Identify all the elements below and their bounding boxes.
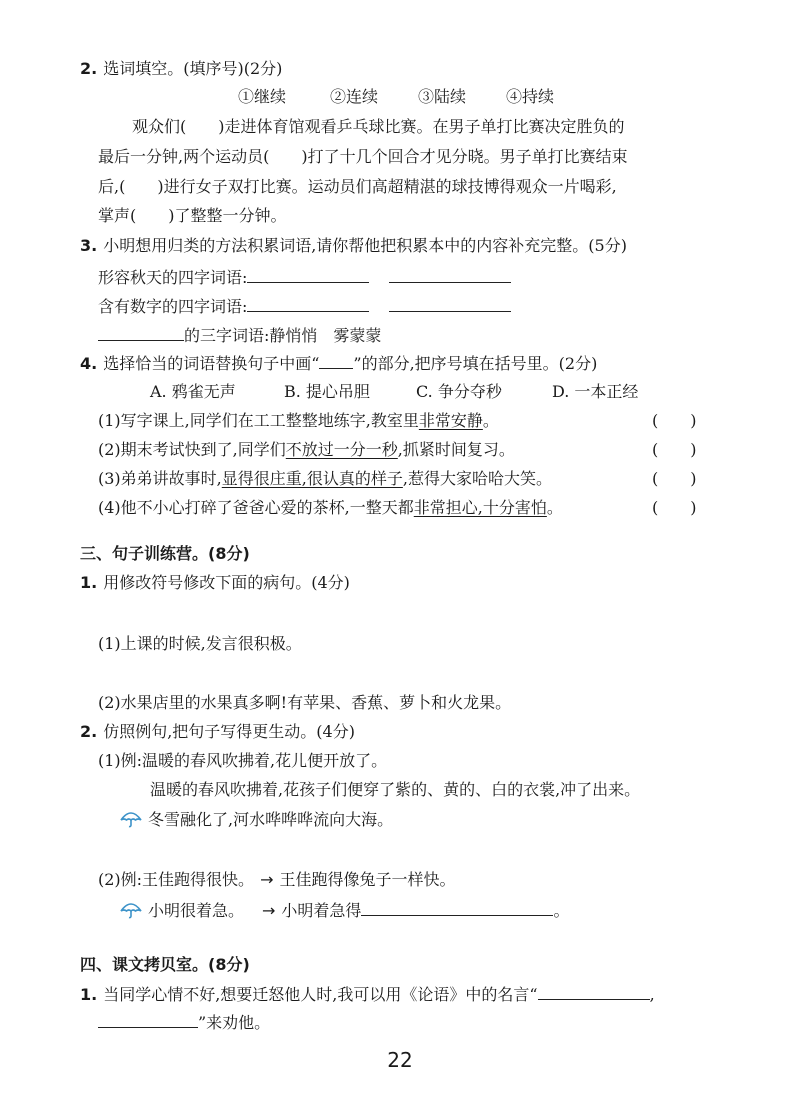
sec3-q1-heading: 1. 用修改符号修改下面的病句。(4分): [80, 573, 350, 592]
sec4-q1: 1. 当同学心情不好,想要迁怒他人时,我可以用《论语》中的名言“ ,: [80, 985, 655, 1004]
page-number: 22: [387, 1048, 413, 1072]
q3-line-three-char: 的三字词语:静悄悄 雾蒙蒙: [98, 324, 381, 347]
answer-blank[interactable]: [538, 983, 650, 1000]
q4-item: (1)写字课上,同学们在工工整整地练字,教室里非常安静。: [98, 411, 499, 430]
answer-parens[interactable]: ( ): [652, 440, 697, 459]
section-title: 三、句子训练营。(8分): [80, 544, 250, 563]
q2-heading: 2. 选词填空。(填序号)(2分): [80, 59, 283, 78]
q2-passage-line: 观众们( )走进体育馆观看乒乓球比赛。在男子单打比赛决定胜负的: [132, 117, 625, 136]
underline-sample: [319, 352, 353, 369]
q4-heading: 4. 选择恰当的词语替换句子中画“ ”的部分,把序号填在括号里。(2分): [80, 354, 598, 373]
answer-blank[interactable]: [389, 295, 511, 312]
answer-blank[interactable]: [98, 1011, 198, 1028]
umbrella-icon: [120, 901, 142, 919]
q4-item: (4)他不小心打碎了爸爸心爱的茶杯,一整天都非常担心,十分害怕。: [98, 498, 563, 517]
q4-option-a: A. 鸦雀无声: [150, 382, 236, 401]
q4-option-c: C. 争分夺秒: [416, 382, 502, 401]
q2-passage-line: 掌声( )了整整一分钟。: [98, 206, 287, 225]
q4-option-b: B. 提心吊胆: [284, 382, 370, 401]
q3-line-number: 含有数字的四字词语:: [98, 295, 511, 318]
q3-line-autumn: 形容秋天的四字词语:: [98, 266, 511, 289]
q4-item: (2)期末考试快到了,同学们不放过一分一秒,抓紧时间复习。: [98, 440, 515, 459]
answer-blank[interactable]: [389, 266, 511, 283]
arrow-icon: →: [262, 901, 276, 920]
umbrella-icon: [120, 810, 142, 828]
q2-option-2: ②连续: [330, 87, 379, 106]
arrow-icon: →: [260, 870, 274, 889]
answer-blank[interactable]: [247, 295, 369, 312]
answer-parens[interactable]: ( ): [652, 469, 697, 488]
q4-option-d: D. 一本正经: [552, 382, 639, 401]
section-title: 四、课文拷贝室。(8分): [80, 955, 250, 974]
answer-blank[interactable]: [247, 266, 369, 283]
q3-heading: 3. 小明想用归类的方法积累词语,请你帮他把积累本中的内容补充完整。(5分): [80, 236, 627, 255]
q2-option-3: ③陆续: [418, 87, 467, 106]
q2-option-4: ④持续: [506, 87, 555, 106]
answer-parens[interactable]: ( ): [652, 498, 697, 517]
sec3-q2-heading: 2. 仿照例句,把句子写得更生动。(4分): [80, 722, 355, 741]
q4-item: (3)弟弟讲故事时,显得很庄重,很认真的样子,惹得大家哈哈大笑。: [98, 469, 552, 488]
answer-parens[interactable]: ( ): [652, 411, 697, 430]
answer-blank[interactable]: [98, 324, 184, 341]
q2-option-1: ①继续: [238, 87, 287, 106]
sec3-q2-task: 冬雪融化了,河水哗哗哗流向大海。: [120, 809, 393, 831]
sec3-q2-task2: 小明很着急。 → 小明着急得 。: [120, 899, 569, 922]
answer-blank[interactable]: [361, 899, 553, 916]
sec3-q2-example-answer: 温暖的春风吹拂着,花孩子们便穿了紫的、黄的、白的衣裳,冲了出来。: [150, 780, 641, 799]
q2-passage-line: 最后一分钟,两个运动员( )打了十几个回合才见分晓。男子单打比赛结束: [98, 147, 628, 166]
sec3-q2-example: (1)例:温暖的春风吹拂着,花儿便开放了。: [98, 751, 388, 770]
sec3-q2-example2: (2)例:王佳跑得很快。 → 王佳跑得像兔子一样快。: [98, 870, 456, 889]
sec4-q1-line2: ”来劝他。: [98, 1011, 270, 1034]
sec3-q1-item: (2)水果店里的水果真多啊!有苹果、香蕉、萝卜和火龙果。: [98, 693, 512, 712]
q2-passage-line: 后,( )进行女子双打比赛。运动员们高超精湛的球技博得观众一片喝彩,: [98, 177, 617, 196]
sec3-q1-item: (1)上课的时候,发言很积极。: [98, 634, 302, 653]
